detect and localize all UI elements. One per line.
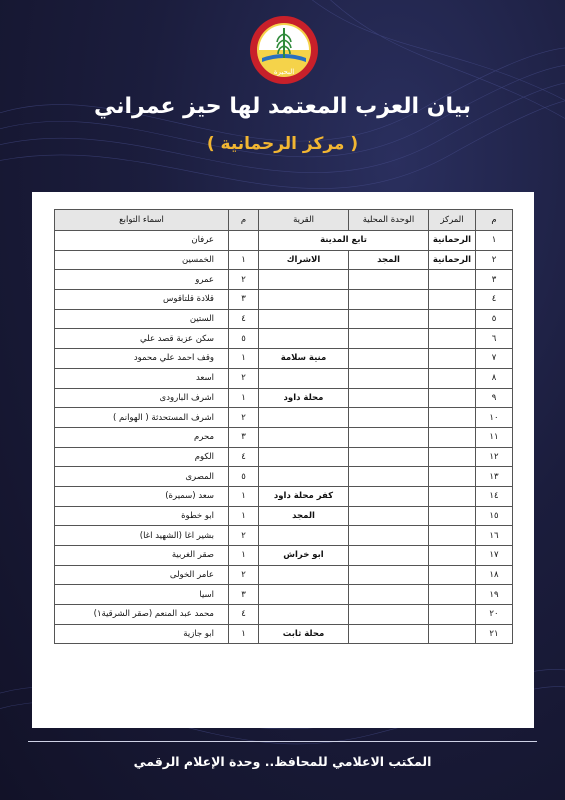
table-cell xyxy=(259,290,349,310)
table-cell: عامر الخولى xyxy=(55,565,229,585)
table-cell: ١٣ xyxy=(476,467,513,487)
table-cell: المصرى xyxy=(55,467,229,487)
table-cell xyxy=(429,585,476,605)
table-cell: ٨ xyxy=(476,368,513,388)
table-cell xyxy=(259,585,349,605)
table-cell: كفر محلة داود xyxy=(259,486,349,506)
column-header: م xyxy=(229,210,259,231)
table-cell: ١ xyxy=(476,231,513,251)
table-cell: ١٩ xyxy=(476,585,513,605)
table-cell: سعد (سميرة) xyxy=(55,486,229,506)
table-cell: ٣ xyxy=(229,427,259,447)
table-cell xyxy=(429,506,476,526)
table-row xyxy=(55,624,513,644)
table-cell: محلة داود xyxy=(259,388,349,408)
table-cell: اشرف المستحدثة ( الهوانم ) xyxy=(55,408,229,428)
table-row xyxy=(55,467,513,487)
table-cell: ١٥ xyxy=(476,506,513,526)
table-cell: ٢ xyxy=(229,565,259,585)
table-cell: سكن عزبة قصد علي xyxy=(55,329,229,349)
table-cell: ابو جازية xyxy=(55,624,229,644)
table-cell: ٩ xyxy=(476,388,513,408)
table-cell: قلادة قلتاقوس xyxy=(55,290,229,310)
table-cell xyxy=(349,290,429,310)
table-cell: وقف احمد علي محمود xyxy=(55,349,229,369)
table-cell: محرم xyxy=(55,427,229,447)
table-row xyxy=(55,290,513,310)
table-cell xyxy=(349,506,429,526)
table-cell: ٢١ xyxy=(476,624,513,644)
page-title: بيان العزب المعتمد لها حيز عمراني xyxy=(93,94,472,119)
table-row xyxy=(55,526,513,546)
table-row xyxy=(55,427,513,447)
table-cell: ١ xyxy=(229,486,259,506)
table-header-row xyxy=(55,210,513,231)
table-cell xyxy=(349,624,429,644)
table-cell xyxy=(349,329,429,349)
table-cell xyxy=(429,349,476,369)
table-cell xyxy=(349,605,429,625)
table-cell: اسيا xyxy=(55,585,229,605)
table-cell: منية سلامة xyxy=(259,349,349,369)
table-cell xyxy=(259,467,349,487)
table-cell: الرحمانية xyxy=(429,231,476,251)
table-cell xyxy=(259,427,349,447)
table-row xyxy=(55,270,513,290)
table-cell: محلة ثابت xyxy=(259,624,349,644)
table-cell xyxy=(259,408,349,428)
table-cell: ١ xyxy=(229,546,259,566)
table-cell: ٧ xyxy=(476,349,513,369)
table-cell: المجد xyxy=(349,250,429,270)
table-row xyxy=(55,368,513,388)
table-cell xyxy=(229,231,259,251)
column-header: الوحدة المحلية xyxy=(349,210,429,231)
table-row xyxy=(55,565,513,585)
table-cell: ٥ xyxy=(476,309,513,329)
table-row xyxy=(55,546,513,566)
page-subtitle: ( مركز الرحمانية ) xyxy=(206,134,359,154)
table-cell xyxy=(349,585,429,605)
table-cell: الرحمانية xyxy=(429,250,476,270)
table-cell: الخمسين xyxy=(55,250,229,270)
table-cell xyxy=(429,467,476,487)
table-cell: ١ xyxy=(229,388,259,408)
table-cell xyxy=(429,309,476,329)
table-row xyxy=(55,585,513,605)
table-cell xyxy=(429,408,476,428)
table-cell xyxy=(429,270,476,290)
table-cell: ٣ xyxy=(476,270,513,290)
table-row xyxy=(55,309,513,329)
table-cell: ابو خراش xyxy=(259,546,349,566)
table-cell xyxy=(429,427,476,447)
villages-table xyxy=(54,209,513,644)
table-cell: ١٧ xyxy=(476,546,513,566)
table-cell xyxy=(429,526,476,546)
table-cell xyxy=(259,368,349,388)
table-cell xyxy=(429,486,476,506)
table-cell xyxy=(429,605,476,625)
table-cell: ١ xyxy=(229,506,259,526)
table-cell: ٤ xyxy=(229,447,259,467)
table-cell xyxy=(349,388,429,408)
table-cell xyxy=(429,290,476,310)
table-cell xyxy=(349,408,429,428)
table-cell: ١٦ xyxy=(476,526,513,546)
table-cell: الاشراك xyxy=(259,250,349,270)
table-cell: ١٨ xyxy=(476,565,513,585)
table-cell: ٣ xyxy=(229,585,259,605)
table-cell: ١١ xyxy=(476,427,513,447)
table-cell xyxy=(259,270,349,290)
table-cell: عرفان xyxy=(55,231,229,251)
table-cell xyxy=(259,329,349,349)
footer-divider xyxy=(28,741,537,742)
table-cell: تابع المدينة xyxy=(259,231,429,251)
table-cell: محمد عبد المنعم (صقر الشرقية١) xyxy=(55,605,229,625)
table-cell xyxy=(349,368,429,388)
table-cell xyxy=(349,349,429,369)
table-cell xyxy=(259,605,349,625)
table-cell: ٤ xyxy=(229,605,259,625)
table-cell xyxy=(349,467,429,487)
table-cell xyxy=(259,526,349,546)
table-row xyxy=(55,329,513,349)
table-cell: اسعد xyxy=(55,368,229,388)
table-row xyxy=(55,349,513,369)
document-sheet xyxy=(32,192,534,728)
table-cell: ١٤ xyxy=(476,486,513,506)
table-cell xyxy=(349,565,429,585)
table-row xyxy=(55,486,513,506)
table-row xyxy=(55,388,513,408)
column-header: المركز xyxy=(429,210,476,231)
table-row xyxy=(55,250,513,270)
table-cell: ٤ xyxy=(476,290,513,310)
table-cell: ٢ xyxy=(229,270,259,290)
table-row xyxy=(55,447,513,467)
table-row xyxy=(55,408,513,428)
table-cell: ابو خطوة xyxy=(55,506,229,526)
table-cell xyxy=(429,565,476,585)
table-cell xyxy=(349,526,429,546)
svg-text:البحيرة: البحيرة xyxy=(273,68,295,76)
table-cell xyxy=(349,270,429,290)
table-row xyxy=(55,231,513,251)
table-cell xyxy=(429,329,476,349)
table-cell: ٥ xyxy=(229,467,259,487)
column-header: م xyxy=(476,210,513,231)
table-cell xyxy=(429,624,476,644)
table-cell: عمرو xyxy=(55,270,229,290)
table-cell: ٢ xyxy=(476,250,513,270)
table-cell: ٢ xyxy=(229,408,259,428)
table-cell: ٤ xyxy=(229,309,259,329)
table-cell xyxy=(349,309,429,329)
governorate-logo xyxy=(248,14,320,86)
table-row xyxy=(55,605,513,625)
table-cell: ٣ xyxy=(229,290,259,310)
table-cell xyxy=(429,546,476,566)
table-cell xyxy=(349,486,429,506)
table-cell: ٢ xyxy=(229,526,259,546)
table-cell xyxy=(259,565,349,585)
table-cell xyxy=(429,368,476,388)
table-cell: ٥ xyxy=(229,329,259,349)
table-cell xyxy=(259,447,349,467)
table-cell xyxy=(259,309,349,329)
table-body xyxy=(55,231,513,644)
table-row xyxy=(55,506,513,526)
table-cell: ١ xyxy=(229,624,259,644)
table-cell: المجد xyxy=(259,506,349,526)
table-cell: ٦ xyxy=(476,329,513,349)
table-cell xyxy=(349,546,429,566)
table-cell: ٢٠ xyxy=(476,605,513,625)
table-cell: اشرف البارودى xyxy=(55,388,229,408)
table-cell xyxy=(349,447,429,467)
table-cell: ٢ xyxy=(229,368,259,388)
footer-text: المكتب الاعلامي للمحافظ.. وحدة الإعلام الرقمي xyxy=(133,754,432,769)
table-cell: بشير اغا (الشهيد اغا) xyxy=(55,526,229,546)
column-header: اسماء التوابع xyxy=(55,210,229,231)
table-cell xyxy=(429,447,476,467)
table-cell xyxy=(429,388,476,408)
table-cell: ١٢ xyxy=(476,447,513,467)
column-header: القرية xyxy=(259,210,349,231)
table-cell: الكوم xyxy=(55,447,229,467)
table-cell: الستين xyxy=(55,309,229,329)
table-cell: صقر الغربية xyxy=(55,546,229,566)
table-cell: ١ xyxy=(229,349,259,369)
table-cell: ١٠ xyxy=(476,408,513,428)
table-cell: ١ xyxy=(229,250,259,270)
table-cell xyxy=(349,427,429,447)
